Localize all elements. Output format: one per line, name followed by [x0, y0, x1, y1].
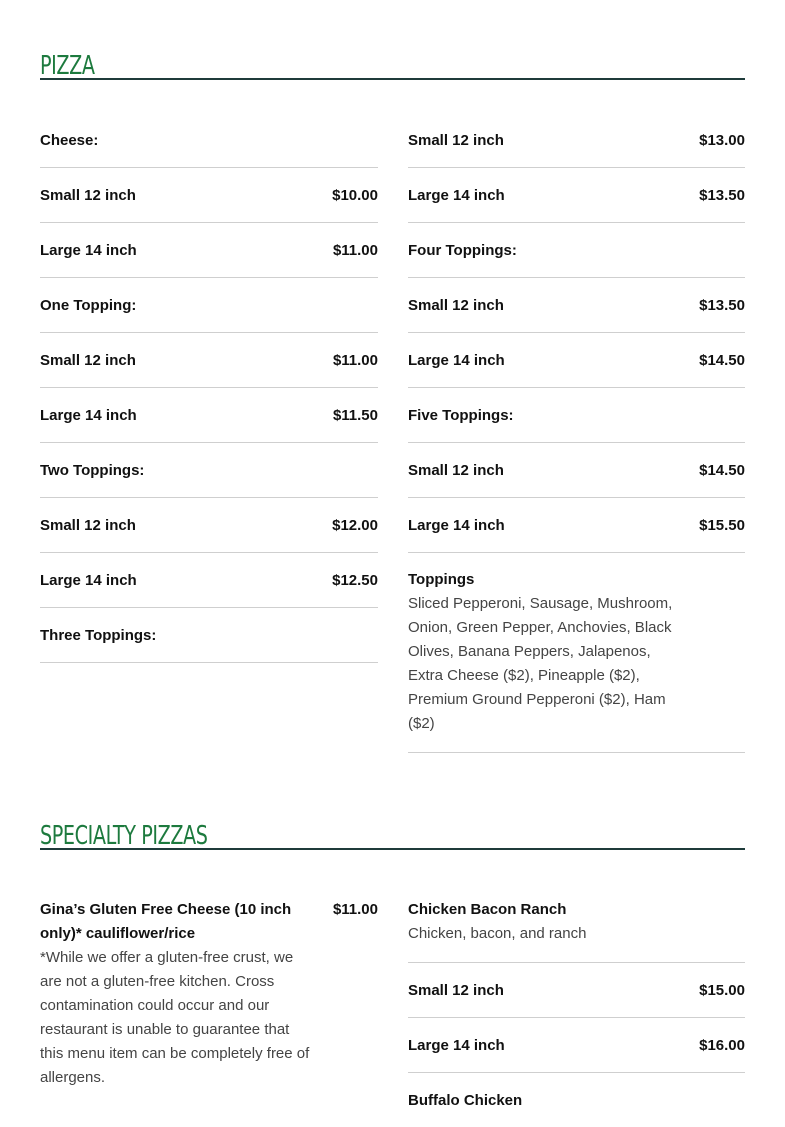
cbr-description: Chicken, bacon, and ranch [408, 925, 587, 942]
menu-row [40, 553, 378, 608]
menu-row-partial [408, 1073, 745, 1127]
item-price: $15.50 [699, 516, 745, 534]
section-title [40, 40, 745, 80]
menu-row [40, 388, 378, 443]
specialty-left-column [40, 898, 378, 1106]
item-name: Small 12 inch [408, 296, 504, 314]
item-name: Large 14 inch [408, 351, 505, 369]
gluten-free-head [40, 898, 378, 946]
item-price: $11.50 [332, 406, 378, 424]
item-price: $11.00 [332, 241, 378, 259]
menu-row [408, 168, 745, 223]
menu-row [408, 113, 745, 168]
item-name: Small 12 inch [408, 131, 504, 149]
menu-row [40, 333, 378, 388]
menu-row [40, 608, 378, 663]
item-price: $10.00 [332, 186, 378, 204]
item-price: $14.50 [699, 351, 745, 369]
specialty-right-column [408, 898, 745, 1127]
gluten-free-item [40, 898, 378, 1106]
item-name: Small 12 inch [408, 461, 504, 479]
specialty-title: SPECIALTY PIZZAS [40, 821, 208, 851]
menu-row [40, 223, 378, 278]
item-price: $11.00 [332, 351, 378, 369]
item-name: Four Toppings: [408, 241, 517, 259]
cbr-name: Chicken Bacon Ranch [408, 901, 567, 918]
toppings-item [408, 553, 745, 753]
pizza-title: PIZZA [40, 51, 95, 81]
item-name: Small 12 inch [40, 186, 136, 204]
item-price: $12.00 [332, 516, 378, 534]
item-price: $13.50 [699, 186, 745, 204]
item-name: Large 14 inch [408, 516, 505, 534]
menu-row [408, 443, 745, 498]
gluten-free-price: $11.00 [332, 901, 378, 918]
pizza-section [40, 40, 745, 80]
cbr-head [408, 898, 745, 922]
item-name: Large 14 inch [408, 1036, 505, 1054]
specialty-section [40, 810, 745, 850]
menu-row [40, 498, 378, 553]
item-name: Three Toppings: [40, 626, 157, 644]
item-name: Large 14 inch [408, 186, 505, 204]
item-name: Two Toppings: [40, 461, 145, 479]
item-name: Cheese: [40, 131, 99, 149]
gluten-free-description: *While we offer a gluten-free crust, we are not a gluten-free kitchen. Cross contamination could occur and our restaurant is unable to guarantee that this menu item can be completely free of allergens. [40, 949, 310, 1086]
menu-row [408, 498, 745, 553]
gluten-free-name: Gina’s Gluten Free Cheese (10 inch only)* cauliflower/rice [40, 901, 292, 942]
menu-row [408, 963, 745, 1018]
menu-row [408, 1018, 745, 1073]
menu-row [408, 388, 745, 443]
pizza-right-column [408, 113, 745, 753]
pizza-left-column [40, 113, 378, 663]
item-name: Large 14 inch [40, 571, 137, 589]
section-title [40, 810, 745, 850]
item-price: $13.50 [699, 296, 745, 314]
item-name: Small 12 inch [40, 351, 136, 369]
item-price: $12.50 [332, 571, 378, 589]
menu-row [408, 223, 745, 278]
menu-row [40, 443, 378, 498]
item-name: Large 14 inch [40, 406, 137, 424]
item-name: Five Toppings: [408, 406, 514, 424]
toppings-head [408, 568, 745, 592]
menu-row [40, 168, 378, 223]
item-name: Small 12 inch [408, 981, 504, 999]
item-price: $16.00 [699, 1036, 745, 1054]
chicken-bacon-ranch-item [408, 898, 745, 963]
menu-row [40, 113, 378, 168]
menu-row [40, 278, 378, 333]
item-name: Buffalo Chicken [408, 1091, 523, 1109]
toppings-description: Sliced Pepperoni, Sausage, Mushroom, Onion, Green Pepper, Anchovies, Black Olives, Banana Peppers, Jalapenos, Extra Cheese ($2), Pineapple ($2), Premium Ground Pepperoni ($2), Ham ($2) [408, 595, 673, 732]
item-price: $15.00 [699, 981, 745, 999]
menu-row [408, 333, 745, 388]
item-name: One Topping: [40, 296, 137, 314]
item-price: $13.00 [699, 131, 745, 149]
menu-row [408, 278, 745, 333]
item-name: Large 14 inch [40, 241, 137, 259]
item-name: Small 12 inch [40, 516, 136, 534]
item-price: $14.50 [699, 461, 745, 479]
toppings-title: Toppings [408, 571, 475, 588]
